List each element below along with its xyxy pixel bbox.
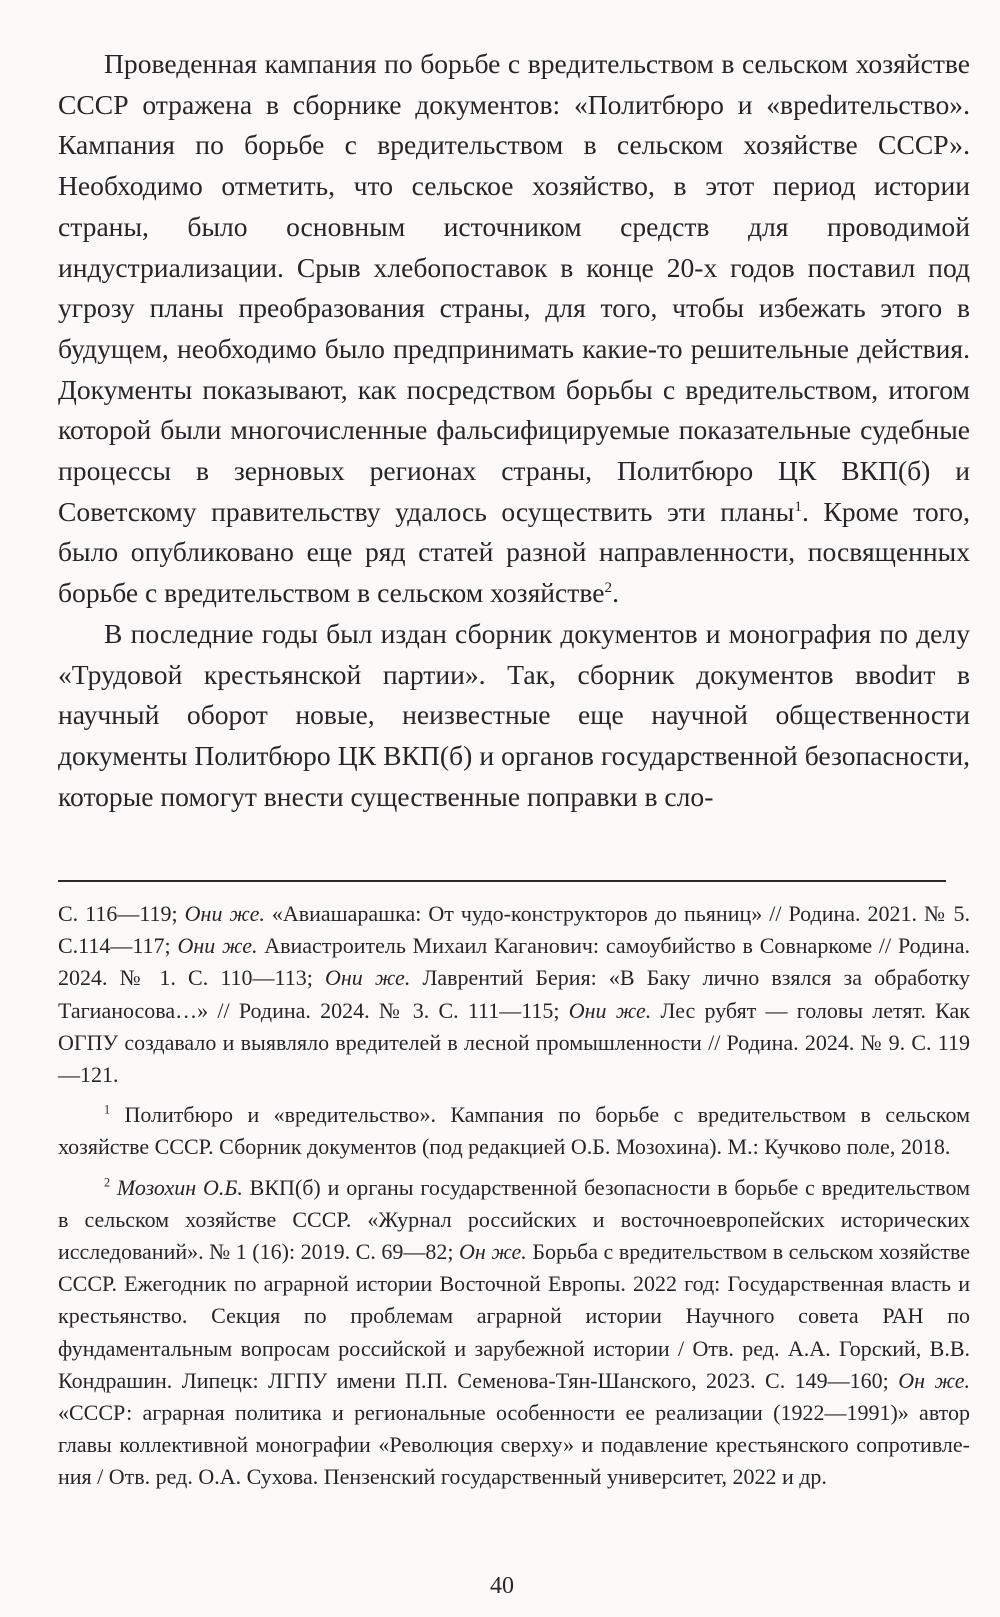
- page-number: 40: [490, 1573, 514, 1599]
- footnote-ref-2: 2: [604, 578, 613, 596]
- main-text: [58, 44, 970, 817]
- paragraph-1: Проведенная кампания по борьбе с вредительством в сельском хозяйстве СССР отражена в сборнике документов: «Политбюро и «вреdительство». Кампания по борьбе с вредительством в сельском хозяйстве СССР». Необходимо отметить, что сельское хозяйство, в этот период истории страны, было основным источником средств для проводимой индустриализации. Срыв хлебопоставок в конце 20-х годов поставил под угрозу планы преобразования страны, для того, чтобы избежать этого в будущем, необходимо было предпринимать какие-то решительные действия. Документы показывают, как посредством борьбы с вредительством, итогом которой были многочисленные фальсифицируемые показательные судебные процессы в зерновых регионах страны, Политбюро ЦК ВКП(б) и Советскому правительству удалось осуществить эти планы$^1$. Кроме того, было опубликовано еще ряд статей разной направленности, посвященных борьбе с вредительством в сельском хозяйстве$^2$.: [58, 48, 971, 609]
- footnote-ref-1: 1: [794, 497, 802, 515]
- footnote-divider: [58, 880, 946, 882]
- footnote-continuation: С. 116—119; Они же. «Авиашарашка: От чудо-конструкторов до пьяниц» // Родина. 2021. № 5. С.114—117; Они же. Авиастроитель Михаил Каганович: самоубийство в Совнаркоме // Родина. 2024. № 1. С. 110—113; Они же. Лаврентий Берия: «В Баку лично взялся за обработку Тагианосова…» // Родина. 2024. № 3. С. 111—115; Они же. Лес рубят — головы летят. Как ОГПУ создавало и выявляло вредителей в лесной промышленности // Родина. 2024. № 9. С. 119—121.: [58, 901, 970, 1088]
- footnote-mark-1: 1: [104, 1102, 111, 1117]
- footnote-1: $^1$ Политбюро и «вредительство». Кампания по борьбе с вредительством в сельском хозяйстве СССР. Сборник документов (под редакцией О.Б. Мозохина). М.: Кучково поле, 2018.: [58, 1102, 970, 1160]
- footnote-2: $^2$ Мозохин О.Б. ВКП(б) и органы государственной безопасности в борьбе с вредительством в сельском хозяйстве СССР. «Журнал российских и восточноевропейских исторических исследований». № 1 (16): 2019. С. 69—82; Он же. Борьба с вредительством в сельском хозяйстве СССР. Ежегодник по аграрной истории Восточной Европы. 2022 год: Государственная власть и крестьянство. Секция по проблемам аграрной истории Научного совета РАН по фундаментальным вопросам российской и зарубежной истории / Отв. ред. А.А. Горский, В.В. Кондрашин. Липецк: ЛГПУ имени П.П. Семенова-Тян-Шанского, 2023. С. 149—160; Он же. «СССР: аграрная политика и региональные особенности ее реализации (1922—1991)» автор главы коллективной монографии «Революция сверху» и подавление крестьянского сопротивления / Отв. ред. О.А. Сухова. Пензенский государственный университет, 2022 и др.: [58, 1174, 970, 1490]
- footnote-mark-2: 2: [104, 1175, 111, 1190]
- paragraph-2: В последние годы был издан сборник документов и монография по делу «Трудовой крестьянской партии». Так, сборник документов ввоdит в научный оборот новые, неизвестные еще научной общественности документы Политбюро ЦК ВКП(б) и органов государственной безопасности, которые помогут внести существенные поправки в сло-: [58, 617, 970, 812]
- footnotes: [58, 898, 970, 1502]
- book-page: [58, 0, 970, 1617]
